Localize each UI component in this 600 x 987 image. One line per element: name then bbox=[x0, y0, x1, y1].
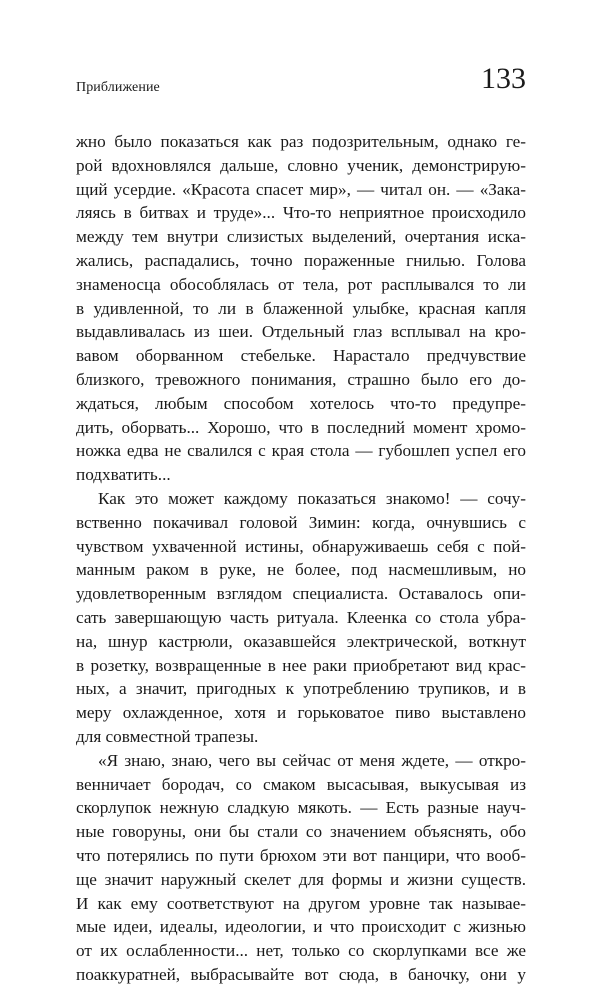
text-line: подхватить... bbox=[76, 465, 171, 485]
text-line: И как ему соответствуют на другом уровне так называе- bbox=[76, 893, 526, 913]
text-line: ных, а значит, пригодных к употреблению трупиков, и в bbox=[76, 679, 526, 699]
text-line: между тем внутри слизистых выделений, очертания иска- bbox=[76, 227, 526, 247]
text-line: рой вдохновлялся дальше, словно ученик, демонстрирую- bbox=[76, 155, 526, 175]
text-line: ще значит наружный скелет для формы и жизни существ. bbox=[76, 869, 526, 889]
text-line: венничает бородач, со смаком высасывая, выкусывая из bbox=[76, 774, 526, 794]
text-line: близкого, тревожного понимания, страшно было его до- bbox=[76, 369, 526, 389]
body-text bbox=[76, 130, 526, 987]
text-line: жно было показаться как раз подозрительным, однако ге- bbox=[76, 132, 526, 151]
text-line: Как это может каждому показаться знакомо! — сочу- bbox=[98, 488, 526, 508]
text-line: скорлупок нежную сладкую мякоть. — Есть разные науч- bbox=[76, 798, 526, 818]
text-line: в удивленной, то ли в блаженной улыбке, красная капля bbox=[76, 298, 526, 318]
text-line: сать завершающую часть ритуала. Клеенка со стола убра- bbox=[76, 607, 526, 627]
text-line: мые идеи, идеалы, идеологии, и что происходит с жизнью bbox=[76, 917, 526, 937]
text-line: ждаться, любым способом хотелось что-то предупре- bbox=[76, 393, 526, 413]
text-line: на, шнур кастрюли, оказавшейся электрической, воткнут bbox=[76, 631, 526, 651]
text-line: вственно покачивал головой Зимин: когда, очнувшись с bbox=[76, 512, 526, 532]
text-line: для совместной трапезы. bbox=[76, 726, 259, 746]
text-line: ножка едва не свалился с края стола — губошлеп успел его bbox=[76, 441, 526, 461]
text-line: манным раком в руке, не более, под насмешливым, но bbox=[76, 560, 526, 580]
text-line: щий усердие. «Красота спасет мир», — читал он. — «Зака- bbox=[76, 179, 526, 199]
text-line: знаменосца обособлялась от тела, рот расплывался то ли bbox=[76, 274, 526, 294]
text-line: ляясь в битвах и труде»... Что-то неприятное происходило bbox=[76, 203, 526, 223]
text-line: поаккуратней, выбрасывайте вот сюда, в баночку, они у bbox=[76, 964, 526, 984]
text-line: ные говоруны, они бы стали со значением объяснять, обо bbox=[76, 822, 526, 842]
page-number: 133 bbox=[481, 62, 526, 95]
text-line: меру охлажденное, хотя и горьковатое пиво выставлено bbox=[76, 703, 526, 723]
text-line: «Я знаю, знаю, чего вы сейчас от меня ждете, — откро- bbox=[98, 750, 526, 770]
text-line: от их ослабленности... нет, только со скорлупками все же bbox=[76, 941, 526, 961]
text-line: в розетку, возвращенные в нее раки приобретают вид крас- bbox=[76, 655, 526, 675]
text-line: чувством ухваченной истины, обнаруживаешь себя с пой- bbox=[76, 536, 526, 556]
running-head: Приближение bbox=[76, 80, 160, 95]
text-line: дить, оборвать... Хорошо, что в последний момент хромо- bbox=[76, 417, 526, 437]
text-line: что потерялись по пути брюхом эти вот панцири, что вооб- bbox=[76, 845, 526, 865]
text-line: вавом оборванном стебельке. Нарастало предчувствие bbox=[76, 346, 526, 366]
text-line: удовлетворенным взглядом специалиста. Оставалось опи- bbox=[76, 584, 526, 604]
text-line: жались, распадались, точно пораженные гнилью. Голова bbox=[76, 250, 526, 270]
text-line: выдавливалась из шеи. Отдельный глаз всплывал на кро- bbox=[76, 322, 526, 342]
